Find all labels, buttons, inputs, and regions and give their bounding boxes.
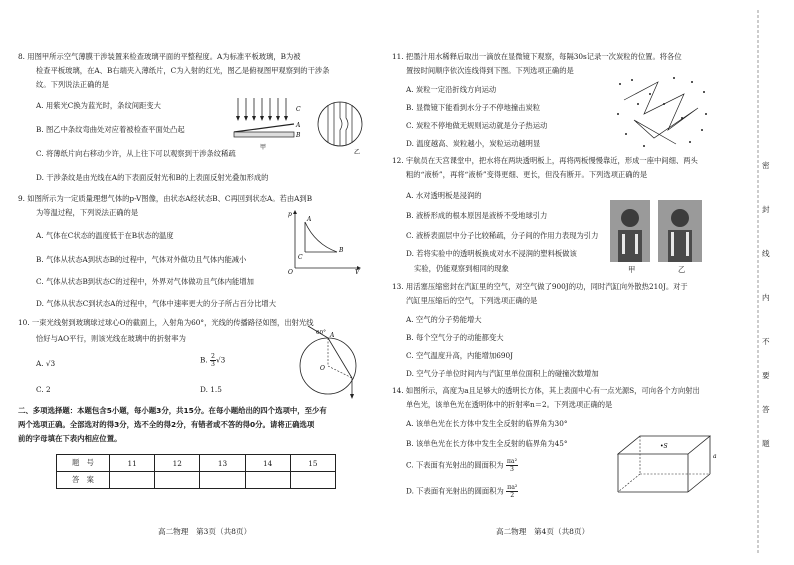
q14-line2: 单色光，该单色光在透明体中的折射率n＝2。下列选项正确的是 <box>406 400 613 409</box>
q12-fig-label-yi: 乙 <box>678 265 686 274</box>
table-row-header <box>57 455 336 472</box>
answer-cell-15[interactable] <box>290 472 335 489</box>
q14-fig-label-a: a <box>713 453 717 460</box>
q9-fig-label-b: B <box>339 247 344 254</box>
q10-option-b: B. $\frac{2}{3}$ √3 <box>200 353 226 368</box>
q12-option-b: B. 液桥形成的根本原因是液桥不受地球引力 <box>406 211 548 220</box>
q13-option-c: C. 空气温度升高，内能增加690J <box>406 351 514 360</box>
page-4 <box>388 0 768 565</box>
q9-fig-label-c: C <box>298 254 303 261</box>
q10-option-d: D. 1.5 <box>200 385 222 394</box>
binding-char: 线 <box>762 249 770 258</box>
answer-cell-12[interactable] <box>155 472 200 489</box>
page-footer-3: 高二物理 第3页（共8页） <box>158 527 252 536</box>
table-cell: 答 案 <box>57 472 110 489</box>
q13-option-d: D. 空气分子单位时间内与汽缸里单位面积上的碰撞次数增加 <box>406 369 599 378</box>
q11-option-c: C. 炭粒不停地做无规则运动就是分子热运动 <box>406 121 548 130</box>
q14-option-b: B. 该单色光在长方体中发生全反射的临界角为45° <box>406 439 568 448</box>
section2-line2: 两个选项正确。全部选对的得3分，选不全的得2分，有错者或不答的得0分。请将正确选项 <box>18 420 315 429</box>
q14-option-c: C. 下表面有光射出的圆面积为 $\frac{\text{πa²}}{3}$ <box>406 458 518 473</box>
q9-line1: 9. 如图所示为一定质量理想气体的p-V图像，由状态A经状态B、C再回到状态A。若由A到B <box>18 194 313 203</box>
q10-fig-label-a: A <box>330 332 335 339</box>
table-cell: 13 <box>200 455 245 472</box>
q9-pv-diagram <box>285 208 363 274</box>
q11-option-a: A. 炭粒一定沿折线方向运动 <box>406 85 497 94</box>
q9-option-a: A. 气体在C状态的温度低于在B状态的温度 <box>36 231 174 240</box>
q9-fig-label-v: V <box>355 269 360 274</box>
q14-option-a: A. 该单色光在长方体中发生全反射的临界角为30° <box>406 419 568 428</box>
q8-option-c: C. 将薄纸片向右移动少许，从上往下可以观察到干涉条纹稀疏 <box>36 149 236 158</box>
q8-option-a: A. 用紫光C换为蓝光时，条纹间距变大 <box>36 101 161 110</box>
q9-option-d: D. 气体从状态C到状态A的过程中，气体中速率更大的分子所占百分比增大 <box>36 299 276 308</box>
q13-option-a: A. 空气的分子势能增大 <box>406 315 482 324</box>
q13-line2: 汽缸里压缩后的空气，下列选项正确的是 <box>406 296 538 305</box>
q12-fig-label-jia: 甲 <box>628 265 636 274</box>
q12-photo-jia <box>610 200 650 262</box>
q10-fig-label-angle: 60° <box>316 330 326 336</box>
q8-fig-label-c: C <box>296 106 301 113</box>
binding-char: 封 <box>762 205 770 214</box>
q9-option-b: B. 气体从状态A到状态B的过程中，气体对外做功且气体内能减小 <box>36 255 247 264</box>
q8-option-d: D. 干涉条纹是由光线在A的下表面反射光和B的上表面反射光叠加形成的 <box>36 173 269 182</box>
q14-option-c-fraction: $\frac{\text{πa²}}{3}$ <box>506 458 518 473</box>
page-3 <box>0 0 380 565</box>
q10-fig-label-o: O <box>320 365 325 372</box>
q10-option-b-fraction: $\frac{2}{3}$ <box>211 353 215 368</box>
q12-option-a: A. 水对透明板是浸润的 <box>406 191 482 200</box>
binding-strip <box>754 0 794 565</box>
q8-option-b: B. 图乙中条纹弯曲处对应着被检查平面处凸起 <box>36 125 185 134</box>
q10-line1: 10. 一束光线射到玻璃球过球心O的截面上，入射角为60°，光线的传播路径如图，出射光线 <box>18 318 314 327</box>
q8-line3: 纹。下列说法正确的是 <box>36 80 109 89</box>
section2-line3: 前的字母填在下表内相应位置。 <box>18 434 122 443</box>
q14-option-d: D. 下表面有光射出的圆面积为 $\frac{\text{πa²}}{2}$ <box>406 484 518 499</box>
q11-option-d: D. 温度越高、炭粒越小，炭粒运动越明显 <box>406 139 541 148</box>
q8-fig-label-yi: 乙 <box>354 149 361 156</box>
q14-cuboid-figure <box>614 432 720 498</box>
binding-char: 要 <box>762 371 770 380</box>
section2-line1: 二、多项选择题：本题包含5小题，每小题3分，共15分。在每小题给出的四个选项中，至少有 <box>18 406 327 415</box>
q9-option-c: C. 气体从状态B到状态C的过程中，外界对气体做功且气体内能增加 <box>36 277 254 286</box>
binding-char: 内 <box>762 293 770 302</box>
q14-line1: 14. 如图所示，高度为a且足够大的透明长方体，其上表面中心有一点光源S，可向各个方向射出 <box>392 386 700 395</box>
q8-line1: 8. 用图甲所示空气薄膜干涉装置来检查玻璃平面的平整程度。A为标准平板玻璃，B为被 <box>18 52 301 61</box>
page-footer-4: 高二物理 第4页（共8页） <box>496 527 590 536</box>
q8-fig-label-a: A <box>296 122 301 129</box>
q9-fig-label-o: O <box>288 269 293 274</box>
table-row-answers <box>57 472 336 489</box>
q12-line2: 粗的“液桥”，再将“液桥”变得更细、更长，但没有断开。下列选项正确的是 <box>406 170 648 179</box>
q11-brownian-figure <box>614 74 710 150</box>
answer-cell-13[interactable] <box>200 472 245 489</box>
q9-line2: 为等温过程，下列说法正确的是 <box>36 208 139 217</box>
table-cell: 12 <box>155 455 200 472</box>
q9-fig-label-p: p <box>288 211 292 218</box>
table-cell: 11 <box>110 455 155 472</box>
q12-option-d-continued: 实验，仍能观察到相同的现象 <box>414 264 509 273</box>
binding-char: 不 <box>762 337 770 346</box>
q8-figure <box>228 94 378 172</box>
answer-cell-11[interactable] <box>110 472 155 489</box>
q8-fig-label-b: B <box>296 132 301 139</box>
q10-sphere-figure <box>294 322 364 402</box>
q13-line1: 13. 用活塞压缩密封在汽缸里的空气，对空气做了900J的功，同时汽缸向外散热210J。对于 <box>392 282 688 291</box>
q13-option-b: B. 每个空气分子的动能都变大 <box>406 333 504 342</box>
binding-char: 答 <box>762 405 770 414</box>
table-cell: 题 号 <box>57 455 110 472</box>
q10-line2: 恰好与AO平行，则该光线在玻璃中的折射率为 <box>36 334 186 343</box>
table-cell: 14 <box>245 455 290 472</box>
q12-photo-yi <box>658 200 702 262</box>
q8-fig-label-jia: 甲 <box>260 144 267 151</box>
q9-fig-label-a: A <box>307 216 312 223</box>
q12-option-c: C. 液桥表面层中分子比较稀疏，分子间的作用力表现为引力 <box>406 231 599 240</box>
binding-char: 题 <box>762 439 770 448</box>
answer-cell-14[interactable] <box>245 472 290 489</box>
q11-line1: 11. 把墨汁用水稀释后取出一滴放在显微镜下观察，每隔30s记录一次炭粒的位置。将各位 <box>392 52 682 61</box>
binding-char: 密 <box>762 161 770 170</box>
q10-option-c: C. 2 <box>36 385 51 394</box>
table-cell: 15 <box>290 455 335 472</box>
q8-line2: 检查平板玻璃，在A、B右端夹入薄纸片，C为入射的红光，图乙是俯视图甲观察到的干涉条 <box>36 66 330 75</box>
q11-line2: 置按时间顺序依次连线得到下图。下列选项正确的是 <box>406 66 574 75</box>
q11-option-b: B. 显微镜下能看到水分子不停地撞击炭粒 <box>406 103 541 112</box>
q14-fig-label-s: •S <box>660 443 668 450</box>
answer-table <box>56 454 336 489</box>
q12-option-d: D. 若将实验中的透明板换成对水不浸润的塑料板做该 <box>406 249 577 258</box>
q14-option-d-fraction: $\frac{\text{πa²}}{2}$ <box>507 484 518 499</box>
q10-option-a: A. √3 <box>36 359 56 368</box>
q12-line1: 12. 宇航员在天宫课堂中，把水将在两块透明板上，再将两板慢慢靠近，形成一座中间细、两头 <box>392 156 698 165</box>
